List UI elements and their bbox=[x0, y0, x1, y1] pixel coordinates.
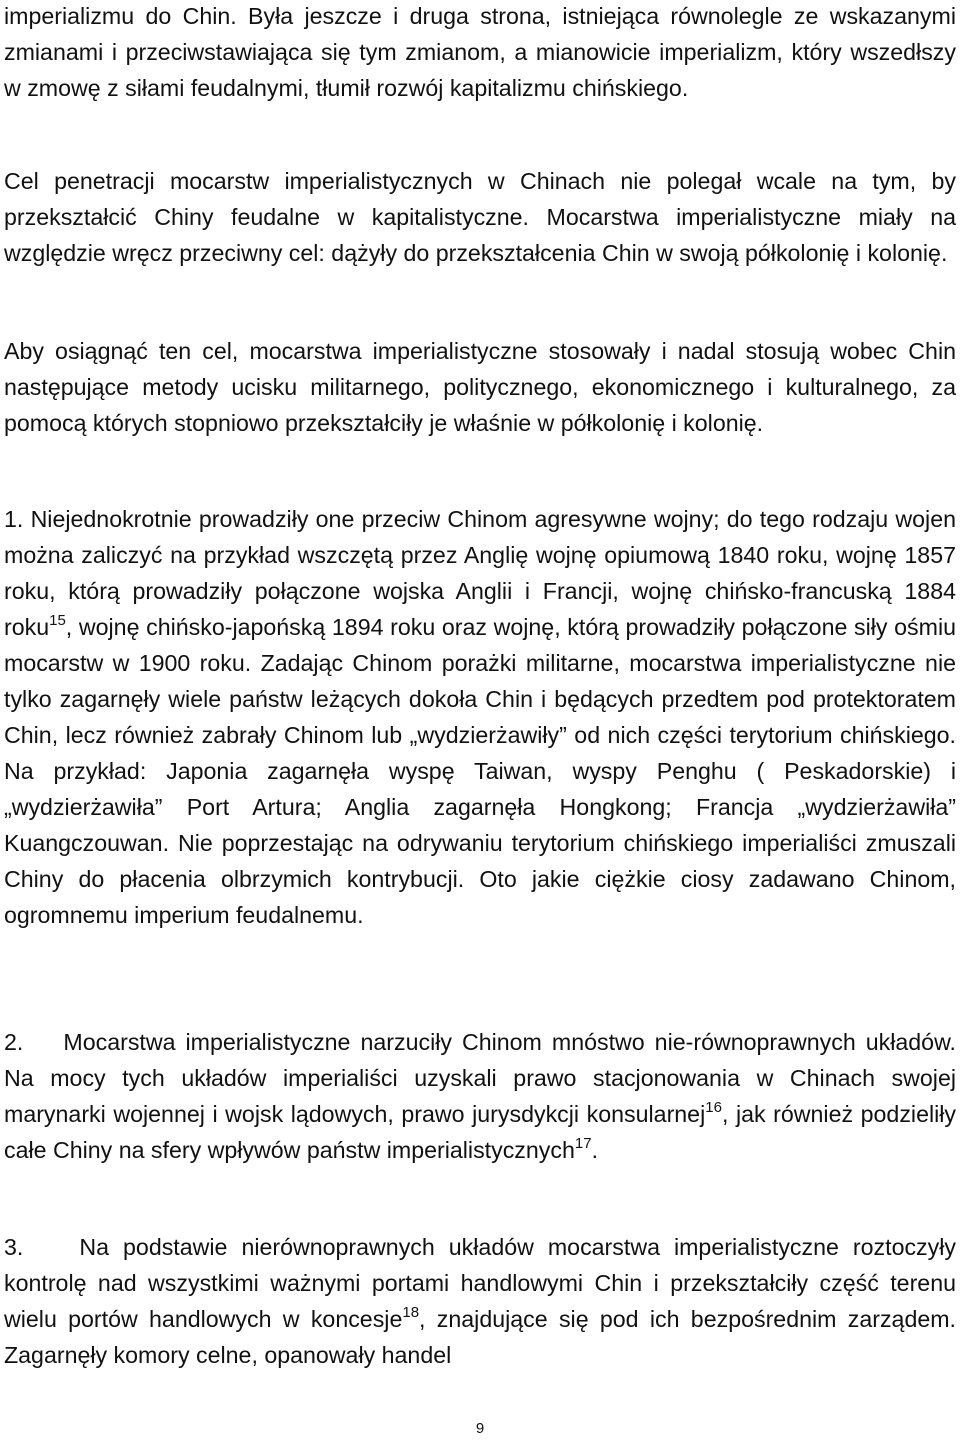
footnote-ref-15: 15 bbox=[49, 612, 66, 629]
item-number: 1. bbox=[4, 506, 24, 532]
item-number: 2. bbox=[4, 1029, 24, 1055]
paragraph-text: , wojnę chińsko-japońską 1894 roku oraz wojnę, którą prowadziły połączone siły ośmiu mocarstw w 1900 roku. Zadając Chinom porażki militarne, mocarstwa imperialistyczne nie tylko zagarnęły wiele państw leżących dokoła Chin i będących przedtem pod protektoratem Chin, lecz również zabrały Chinom lub „wydzierżawiły” od nich części terytorium chińskiego. Na przykład: Japonia zagarnęła wyspę Taiwan, wyspy Penghu ( Peskadorskie) i „wydzierżawiła” Port Artura; Anglia zagarnęła Hongkong; Francja „wydzierżawiła” Kuangczouwan. Nie poprzestając na odrywaniu terytorium chińskiego imperialiści zmuszali Chiny do płacenia olbrzymich kontrybucji. Oto jakie ciężkie ciosy zadawano Chinom, ogromnemu imperium feudalnemu. bbox=[4, 614, 956, 928]
footnote-ref-16: 16 bbox=[705, 1099, 722, 1116]
paragraph-continuation bbox=[4, 0, 956, 106]
paragraph-penetration-goal bbox=[4, 163, 956, 271]
paragraph-text: Cel penetracji mocarstw imperialistycznych w Chinach nie polegał wcale na tym, by przekształcić Chiny feudalne w kapitalistyczne. Mocarstwa imperialistyczne miały na względzie wręcz przeciwny cel: dążyły do przekształcenia Chin w swoją półkolonię i kolonię. bbox=[4, 168, 956, 266]
numbered-paragraph-2 bbox=[4, 1024, 956, 1168]
numbered-paragraph-3 bbox=[4, 1229, 956, 1373]
page-number: 9 bbox=[475, 1420, 485, 1437]
paragraph-text: Niejednokrotnie prowadziły one przeciw Chinom agresywne wojny; do tego rodzaju wojen można zaliczyć na przykład wszczętą przez Anglię wojnę opiumową 1840 roku, wojnę 1857 roku, którą prowadziły połączone wojska Anglii i Francji, wojnę chińsko-francuską 1884 roku bbox=[4, 506, 956, 640]
paragraph-methods-intro bbox=[4, 333, 956, 441]
numbered-paragraph-1 bbox=[4, 501, 956, 933]
footnote-ref-17: 17 bbox=[574, 1135, 592, 1152]
item-number: 3. bbox=[4, 1234, 24, 1260]
footnote-ref-18: 18 bbox=[402, 1304, 420, 1321]
paragraph-text: Na podstawie nierównoprawnych układów mocarstwa imperialistyczne roztoczyły kontrolę nad wszystkimi ważnymi portami handlowymi Chin i przekształciły część terenu wielu portów handlowych w koncesje bbox=[4, 1234, 956, 1332]
paragraph-text: imperializmu do Chin. Była jeszcze i druga strona, istniejąca równolegle ze wskazanymi zmianami i przeciwstawiająca się tym zmianom, a mianowicie imperializm, który wszedłszy w zmowę z siłami feudalnymi, tłumił rozwój kapitalizmu chińskiego. bbox=[4, 3, 956, 101]
paragraph-text: , jak również podzieliły całe Chiny na sfery wpływów państw imperialistycznych bbox=[4, 1101, 957, 1163]
paragraph-text: Mocarstwa imperialistyczne narzuciły Chinom mnóstwo nie-równoprawnych układów. Na mocy tych układów imperialiści uzyskali prawo stacjonowania w Chinach swojej marynarki wojennej i wojsk lądowych, prawo jurysdykcji konsularnej bbox=[4, 1029, 956, 1127]
paragraph-text: Aby osiągnąć ten cel, mocarstwa imperialistyczne stosowały i nadal stosują wobec Chin następujące metody ucisku militarnego, politycznego, ekonomicznego i kulturalnego, za pomocą których stopniowo przekształciły je właśnie w półkolonię i kolonię. bbox=[4, 338, 956, 436]
paragraph-text: . bbox=[591, 1137, 599, 1163]
paragraph-text: , znajdujące się pod ich bezpośrednim zarządem. Zagarnęły komory celne, opanowały handel bbox=[4, 1306, 957, 1368]
